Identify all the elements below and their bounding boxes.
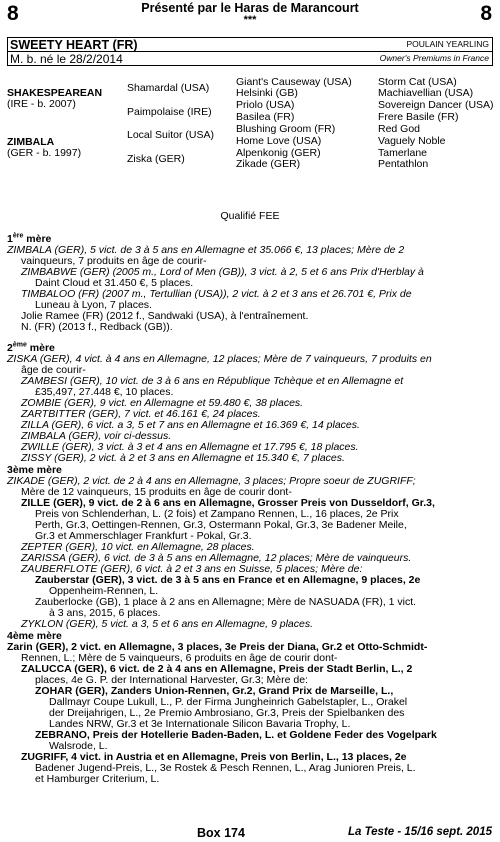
box-number: Box 174 [197, 826, 245, 840]
section-heading-3: 3ème mère [7, 464, 62, 476]
g4-1: Storm Cat (USA) [378, 76, 457, 88]
text-line: Dallmayr Coupe Lukull, L., P. der Firma Jungheinrich Gabelstapler, L., Orakel [49, 696, 408, 708]
gsire-4: Ziska (GER) [127, 153, 185, 165]
g3-8: Zikade (GER) [236, 158, 301, 170]
dam-name: ZIMBALA [7, 136, 55, 148]
text-line: ZAUBERFLOTE (GER), 6 vict. à 2 et 3 ans en Suisse, 5 places; Mère de: [21, 563, 363, 575]
text-line: ZIMBABWE (GER) (2005 m., Lord of Men (GB)), 3 vict. à 2, 5 et 6 ans Prix d'Herblay à [21, 266, 424, 278]
sire-info: (IRE - b. 2007) [7, 98, 76, 110]
text-line: ZARISSA (GER), 6 vict. de 3 à 5 ans en Allemagne, 12 places; Mère de vainqueurs. [21, 552, 412, 564]
presenter-line: Présenté par le Haras de Marancourt [141, 1, 359, 15]
text-line: Zarin (GER), 2 vict. en Allemagne, 3 places, 3e Preis der Diana, Gr.2 et Otto-Schmidt- [7, 641, 428, 653]
horse-birth: M. b. né le 28/2/2014 [10, 52, 123, 66]
horse-category: POULAIN YEARLING [406, 39, 489, 49]
text-line: ZALUCCA (GER), 6 vict. de 2 à 4 ans en Allemagne, Preis der Stadt Berlin, L., 2 [21, 663, 413, 675]
owner-premiums: Owner's Premiums in France [379, 53, 489, 63]
text-line: ZAMBESI (GER), 10 vict. de 3 à 6 ans en République Tchèque et en Allemagne et [21, 375, 404, 387]
text-line: ZILLA (GER), 6 vict. a 3, 5 et 7 ans en Allemagne et 16.369 €, 14 places. [21, 419, 360, 431]
text-line: Zauberlocke (GB), 1 place à 2 ans en Allemagne; Mère de NASUADA (FR), 1 vict. [35, 596, 417, 608]
g4-7: Tamerlane [378, 147, 428, 159]
text-line: Gr.3 et Ammerschlager Frankfurt - Pokal, Gr.3. [35, 530, 252, 542]
text-line: Daint Cloud et 31.450 €, 5 places. [35, 277, 194, 289]
family-text [7, 234, 497, 785]
g3-5: Blushing Groom (FR) [236, 123, 336, 135]
text-line: Walsrode, L. [49, 740, 108, 752]
stars-mark: *** [243, 14, 257, 26]
sale-place-date: La Teste - 15/16 sept. 2015 [347, 826, 492, 838]
g3-2: Helsinki (GB) [236, 87, 298, 99]
text-line: £35,497, 27.448 €, 10 places. [35, 386, 174, 398]
text-line: ZOMBIE (GER), 9 vict. en Allemagne et 59.480 €, 38 places. [21, 397, 304, 409]
text-line: Badener Jugend-Preis, L., 3e Rostek & Pesch Rennen, L., Arag Junioren Preis, L. [35, 762, 416, 774]
gsire-2: Paimpolaise (IRE) [127, 106, 212, 118]
text-line: Perth, Gr.3, Oettingen-Rennen, Gr.3, Ostermann Pokal, Gr.3, 3e Badener Meile, [35, 519, 407, 531]
g4-8: Pentathlon [378, 158, 429, 170]
gsire-3: Local Suitor (USA) [127, 129, 214, 141]
g3-7: Alpenkonig (GER) [236, 147, 321, 159]
text-line: ZISKA (GER), 4 vict. à 4 ans en Allemagne, 12 places; Mère de 7 vainqueurs, 7 produits en [7, 353, 432, 365]
text-line: ZISSY (GER), 2 vict. à 2 et 3 ans en Allemagne et 15.340 €, 7 places. [21, 452, 345, 464]
lot-number-right: 8 [480, 2, 492, 25]
g3-4: Basilea (FR) [236, 111, 295, 123]
text-line: Oppenheim-Rennen, L. [49, 585, 159, 597]
text-line: ZILLE (GER), 9 vict. de 2 à 6 ans en Allemagne, Grosser Preis von Dusseldorf, Gr.3, [21, 497, 435, 509]
text-line: vainqueurs, 7 produits en âge de courir- [21, 255, 207, 267]
g4-5: Red God [378, 123, 421, 135]
text-line: ZIMBALA (GER), 5 vict. de 3 à 5 ans en Allemagne et 35.066 €, 13 places; Mère de 2 [7, 244, 405, 256]
g3-6: Home Love (USA) [236, 135, 322, 147]
text-line: Luneau à Lyon, 7 places. [35, 299, 152, 311]
text-line: Zauberstar (GER), 3 vict. de 3 à 5 ans en France et en Allemagne, 9 places, 2e [35, 574, 421, 586]
section-heading-2: 2ème mère [7, 341, 55, 354]
g3-3: Priolo (USA) [236, 99, 295, 111]
text-line: âge de courir- [21, 364, 86, 376]
qualification-note: Qualifié FEE [220, 210, 280, 222]
g4-4: Frere Basile (FR) [378, 111, 459, 123]
text-line: Mère de 12 vainqueurs, 15 produits en âge de courir dont- [21, 486, 292, 498]
text-line: ZOHAR (GER), Zanders Union-Rennen, Gr.2, Grand Prix de Marseille, L., [35, 685, 394, 697]
gsire-1: Shamardal (USA) [127, 82, 210, 94]
text-line: et Hamburger Criterium, L. [35, 773, 160, 785]
text-line: ZIKADE (GER), 2 vict. de 2 à 4 ans en Allemagne, 3 places; Propre soeur de ZUGRIFF; [7, 475, 416, 487]
text-line: der Dreijahrigen, L., 2e Premio Ambrosiano, Gr.3, Preis der Spielbanken des [49, 707, 405, 719]
text-line: ZWILLE (GER), 3 vict. à 3 et 4 ans en Allemagne et 17.795 €, 18 places. [21, 441, 359, 453]
text-line: ZARTBITTER (GER), 7 vict. et 46.161 €, 24 places. [21, 408, 261, 420]
text-line: ZEPTER (GER), 10 vict. en Allemagne, 28 places. [21, 541, 255, 553]
text-line: N. (FR) (2013 f., Redback (GB)). [21, 321, 173, 333]
sire-name: SHAKESPEAREAN [7, 87, 103, 99]
text-line: ZYKLON (GER), 5 vict. a 3, 5 et 6 ans en Allemagne, 9 places. [21, 618, 313, 630]
text-line: places, 4e G. P. der International Harvester, Gr.3; Mère de: [35, 674, 308, 686]
text-line: Rennen, L.; Mère de 5 vainqueurs, 6 produits en âge de courir dont- [21, 652, 338, 664]
section-heading-4: 4ème mère [7, 630, 62, 642]
horse-header-box [7, 37, 493, 66]
text-line: TIMBALOO (FR) (2007 m., Tertullian (USA)), 2 vict. à 2 et 3 ans et 26.701 €, Prix de [21, 288, 412, 300]
g4-6: Vaguely Noble [378, 135, 446, 147]
g4-3: Sovereign Dancer (USA) [378, 99, 494, 111]
text-line: Preis von Schlenderhan, L. (2 fois) et Zampano Rennen, L., 16 places, 2e Prix [35, 508, 399, 520]
text-line: ZEBRANO, Preis der Hotellerie Baden-Baden, L. et Goldene Feder des Vogelpark [35, 729, 437, 741]
horse-name: SWEETY HEART (FR) [10, 38, 138, 52]
text-line: Landes NRW, Gr.3 et 3e Internationale Silicon Bavaria Trophy, L. [49, 718, 351, 730]
g3-1: Giant's Causeway (USA) [236, 76, 352, 88]
text-line: ZUGRIFF, 4 vict. in Austria et en Allemagne, Preis von Berlin, L., 13 places, 2e [21, 751, 407, 763]
g4-2: Machiavellian (USA) [378, 87, 474, 99]
text-line: à 3 ans, 2015, 6 places. [49, 607, 161, 619]
lot-number-left: 8 [7, 2, 19, 25]
text-line: Jolie Ramee (FR) (2012 f., Sandwaki (USA), à l'entraînement. [21, 310, 309, 322]
section-heading-1: 1ère mère [7, 232, 52, 245]
dam-info: (GER - b. 1997) [7, 147, 82, 159]
text-line: ZIMBALA (GER), voir ci-dessus. [21, 430, 172, 442]
